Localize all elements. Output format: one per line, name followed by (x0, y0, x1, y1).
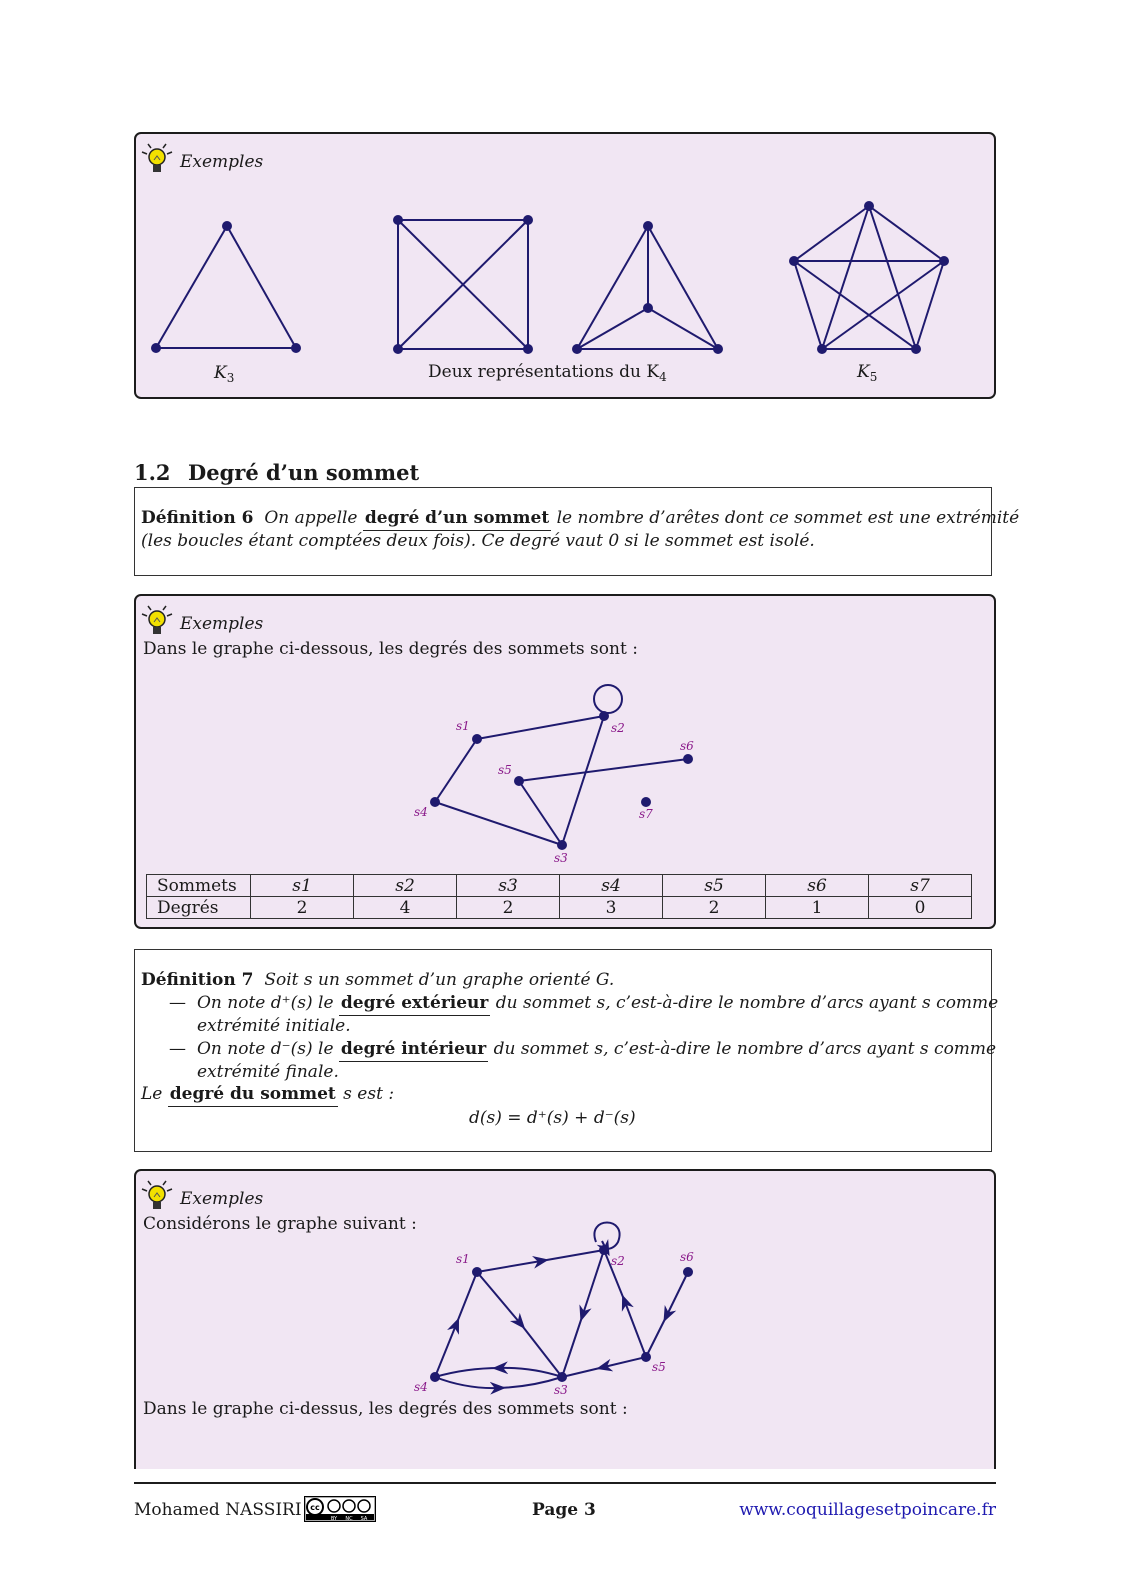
table-cell: s2 (354, 875, 457, 897)
examples-label: Exemples (180, 152, 264, 172)
item2-after: du sommet s, c’est-à-dire le nombre d’arcs ayant s comme (493, 1039, 997, 1059)
k5-label: $K_5$ (857, 362, 878, 384)
definition-7-intro: Soit s un sommet d’un graphe orienté G. (264, 970, 615, 990)
cc-text: cc (310, 1503, 320, 1512)
vertex-label-s2: s2 (611, 721, 625, 735)
definition-7-item2-line2: extrémité finale. (197, 1062, 339, 1082)
example-3-outro: Dans le graphe ci-dessus, les degrés des sommets sont : (143, 1399, 628, 1419)
creative-commons-badge (304, 1496, 376, 1522)
examples-label: Exemples (180, 614, 264, 634)
row-header-vertices: Sommets (147, 875, 251, 897)
table-cell: 1 (766, 897, 869, 919)
section-number: 1.2 (134, 460, 171, 485)
table-cell: 2 (663, 897, 766, 919)
footer-page-number: Page 3 (532, 1500, 596, 1520)
svg-text:SA: SA (360, 1516, 368, 1522)
definition-6-title: Définition 6 (141, 508, 254, 528)
section-title-text: Degré d’un sommet (188, 460, 420, 485)
vertex-label-s5: s5 (652, 1360, 666, 1374)
table-row (147, 875, 972, 897)
table-cell: s7 (869, 875, 972, 897)
vertex-label-s6: s6 (680, 1250, 694, 1264)
definition-7-conclusion (141, 1084, 394, 1104)
table-cell: 2 (457, 897, 560, 919)
item2-before: On note d⁻(s) le (197, 1039, 334, 1059)
svg-text:BY: BY (330, 1516, 338, 1522)
vertex-label-s1: s1 (456, 719, 470, 733)
footer-rule (134, 1482, 996, 1484)
table-cell: 0 (869, 897, 972, 919)
table-cell: 3 (560, 897, 663, 919)
examples-box-complete-graphs (134, 132, 996, 399)
footer-author: Mohamed NASSIRI (134, 1500, 302, 1520)
definition-7-item1: — On note d⁺(s) le degré extérieur du sommet s, c’est-à-dire le nombre d’arcs ayant s comme (169, 993, 998, 1013)
definition-6-box (134, 487, 1020, 576)
definition-7-intro-line (141, 970, 614, 990)
definition-6-text-before: On appelle (264, 508, 358, 528)
examples-label: Exemples (180, 1189, 264, 1209)
degree-table (146, 874, 972, 919)
vertex-label-s7: s7 (639, 807, 653, 821)
definition-7-title: Définition 7 (141, 970, 254, 990)
vertex-label-s3: s3 (554, 1383, 568, 1397)
table-cell: s3 (457, 875, 560, 897)
definition-6-line1 (141, 508, 1019, 528)
directed-graph-figure (136, 1171, 994, 1431)
table-cell: 4 (354, 897, 457, 919)
table-row (147, 897, 972, 919)
definition-7-item1-line2: extrémité initiale. (197, 1016, 351, 1036)
definition-7-box (134, 949, 999, 1152)
vertex-label-s6: s6 (680, 739, 694, 753)
vertex-label-s4: s4 (414, 1380, 428, 1394)
examples-box-degrees (134, 594, 996, 929)
definition-6-text-after: le nombre d’arêtes dont ce sommet est une extrémité (556, 508, 1020, 528)
vertex-label-s3: s3 (554, 851, 568, 865)
k4-label: Deux représentations du $K_4$ (428, 362, 667, 384)
undirected-graph-figure (136, 596, 994, 876)
table-cell: s5 (663, 875, 766, 897)
table-cell: s4 (560, 875, 663, 897)
vertex-label-s2: s2 (611, 1254, 625, 1268)
footer-website-link[interactable]: www.coquillagesetpoincare.fr (739, 1500, 996, 1520)
complete-graphs-figure (136, 134, 994, 397)
item2-keyword: degré intérieur (339, 1039, 488, 1062)
conclusion-after: s est : (343, 1084, 395, 1104)
conclusion-keyword: degré du sommet (168, 1084, 338, 1107)
definition-6-line2: (les boucles étant comptées deux fois). Ce degré vaut 0 si le sommet est isolé. (141, 531, 815, 551)
table-cell: s6 (766, 875, 869, 897)
examples-box-directed (134, 1169, 996, 1469)
item1-keyword: degré extérieur (339, 993, 490, 1016)
vertex-label-s5: s5 (498, 763, 512, 777)
definition-6-keyword: degré d’un sommet (363, 508, 551, 531)
example-2-intro: Dans le graphe ci-dessous, les degrés des sommets sont : (143, 639, 638, 659)
table-cell: s1 (251, 875, 354, 897)
svg-text:NC: NC (345, 1516, 353, 1522)
definition-7-item2: — On note d⁻(s) le degré intérieur du sommet s, c’est-à-dire le nombre d’arcs ayant s comme (169, 1039, 996, 1059)
degree-formula: d(s) = d⁺(s) + d⁻(s) (469, 1108, 636, 1128)
k3-label: $K_3$ (214, 363, 235, 385)
example-3-intro: Considérons le graphe suivant : (143, 1214, 417, 1234)
row-header-degrees: Degrés (147, 897, 251, 919)
item1-before: On note d⁺(s) le (197, 993, 334, 1013)
vertex-label-s1: s1 (456, 1252, 470, 1266)
conclusion-before: Le (141, 1084, 163, 1104)
section-title (134, 460, 419, 485)
table-cell: 2 (251, 897, 354, 919)
vertex-label-s4: s4 (414, 805, 428, 819)
item1-after: du sommet s, c’est-à-dire le nombre d’arcs ayant s comme (495, 993, 999, 1013)
